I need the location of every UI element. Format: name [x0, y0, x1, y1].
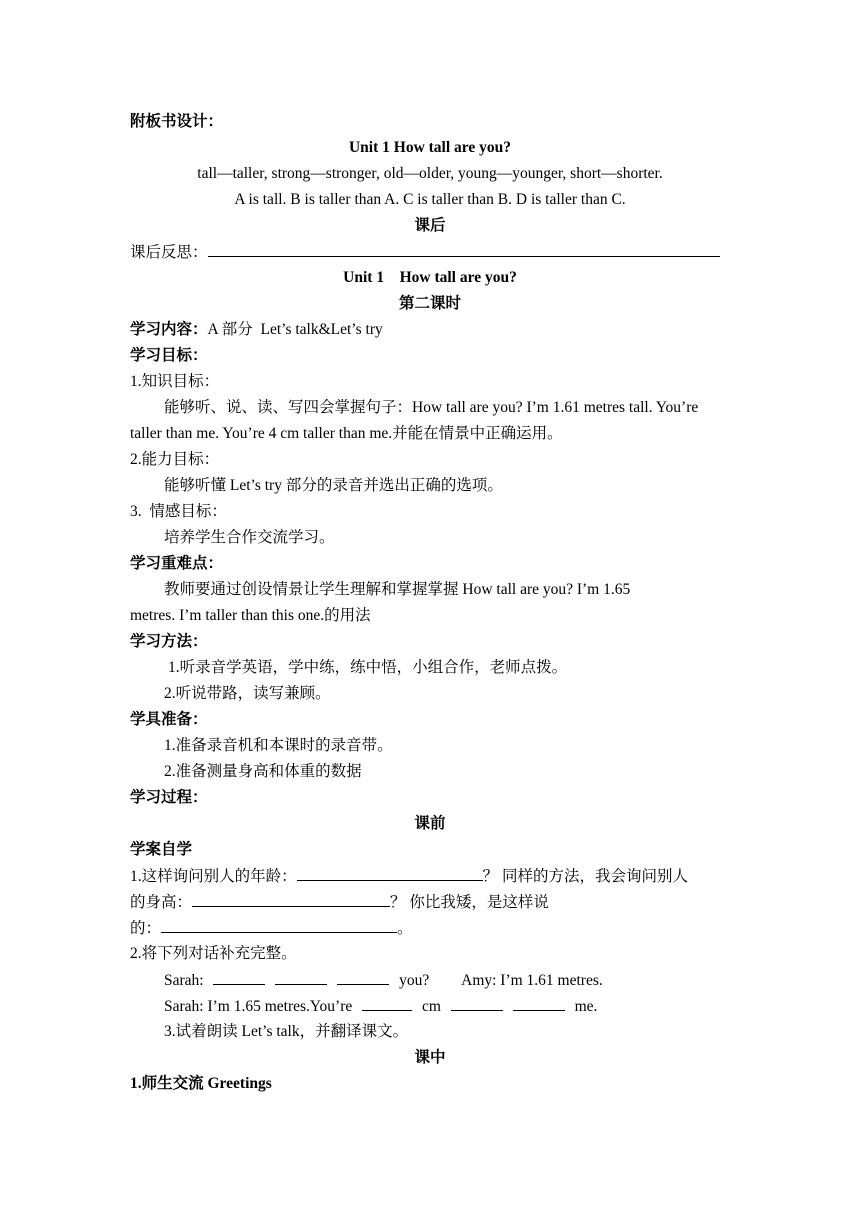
method-1: 1.听录音学英语，学中练，练中悟，小组合作，老师点拨。 [168, 659, 568, 676]
content-label: 学习内容： [130, 321, 208, 338]
q1-text-5: 的： [130, 920, 162, 937]
question-1-line-1 [130, 866, 730, 887]
after-class-heading: 课后 [414, 217, 446, 234]
key-text-2: metres. I’m taller than this one.的用法 [130, 607, 371, 624]
dialog1-reply: Amy: I’m 1.61 metres. [461, 972, 603, 989]
board-title: Unit 1 How tall are you? [348, 139, 512, 156]
goal2-text: 能够听懂 Let’s try 部分的录音并选出正确的选项。 [164, 477, 503, 494]
age-question-blank[interactable] [297, 866, 483, 881]
goal1-text-1: 能够听、说、读、写四会掌握句子：How tall are you? I’m 1.61 metres tall. You’re [164, 399, 699, 416]
dialog1-blank-2[interactable] [275, 970, 327, 985]
height-question-blank[interactable] [192, 892, 390, 907]
dialog1-blank-3[interactable] [337, 970, 389, 985]
question-1-line-2 [130, 892, 730, 913]
board-sentences: A is tall. B is taller than A. C is taller than B. D is taller than C. [234, 191, 626, 208]
process-label: 学习过程： [130, 789, 208, 806]
goal1-label: 1.知识目标： [130, 373, 220, 390]
tools-2: 2.准备测量身高和体重的数据 [164, 763, 362, 780]
reflection-label: 课后反思： [130, 244, 208, 261]
dialog2-blank-3[interactable] [513, 996, 565, 1011]
q1-text-2: ？ 同样的方法，我会询问别人 [482, 868, 689, 885]
dialog-line-1 [164, 970, 764, 991]
shorter-blank[interactable] [161, 918, 397, 933]
content-value: A 部分 Let’s talk&Let’s try [207, 321, 383, 338]
reflection-blank[interactable] [208, 242, 720, 257]
question-3: 3.试着朗读 Let’s talk，并翻译课文。 [164, 1023, 409, 1040]
question-1-line-3 [130, 918, 730, 939]
reflection-line [130, 242, 730, 263]
dialog2-blank-2[interactable] [451, 996, 503, 1011]
dialog-line-2 [164, 996, 764, 1017]
board-words: tall—taller, strong—stronger, old—older, young—younger, short—shorter. [197, 165, 663, 182]
dialog1-end: you? [399, 972, 430, 989]
content-line [130, 320, 730, 340]
dialog2-end: me. [574, 998, 598, 1015]
in-class-heading: 课中 [414, 1049, 446, 1066]
goal1-text-2: taller than me. You’re 4 cm taller than me.并能在情景中正确运用。 [130, 425, 563, 442]
step-1-heading: 1.师生交流 Greetings [130, 1075, 272, 1092]
dialog1-speaker: Sarah: [164, 972, 204, 989]
method-label: 学习方法： [130, 633, 208, 650]
tools-label: 学具准备： [130, 711, 208, 728]
dialog2-cm: cm [422, 998, 441, 1015]
goal3-text: 培养学生合作交流学习。 [164, 529, 335, 546]
goal2-label: 2.能力目标： [130, 451, 220, 468]
goals-label: 学习目标： [130, 347, 208, 364]
self-study-label: 学案自学 [130, 841, 193, 858]
key-text-1: 教师要通过创设情景让学生理解和掌握掌握 How tall are you? I’m 1.65 [164, 581, 631, 598]
dialog2-blank-1[interactable] [362, 996, 412, 1011]
dialog2-text: Sarah: I’m 1.65 metres.You’re [164, 998, 353, 1015]
board-design-heading: 附板书设计： [130, 113, 224, 130]
goal3-label: 3. 情感目标： [130, 503, 227, 520]
lesson-unit-title: Unit 1 How tall are you? [343, 269, 517, 286]
q1-text-4: ？ 你比我矮，是这样说 [390, 894, 549, 911]
q1-text-3: 的身高： [130, 894, 193, 911]
before-class-heading: 课前 [414, 815, 446, 832]
q1-text-6: 。 [397, 920, 413, 937]
method-2: 2.听说带路，读写兼顾。 [164, 685, 331, 702]
key-label: 学习重难点： [130, 555, 224, 572]
question-2-label: 2.将下列对话补充完整。 [130, 945, 297, 962]
tools-1: 1.准备录音机和本课时的录音带。 [164, 737, 393, 754]
lesson-period: 第二课时 [398, 295, 461, 312]
dialog1-blank-1[interactable] [213, 970, 265, 985]
q1-text-1: 1.这样询问别人的年龄： [130, 868, 297, 885]
